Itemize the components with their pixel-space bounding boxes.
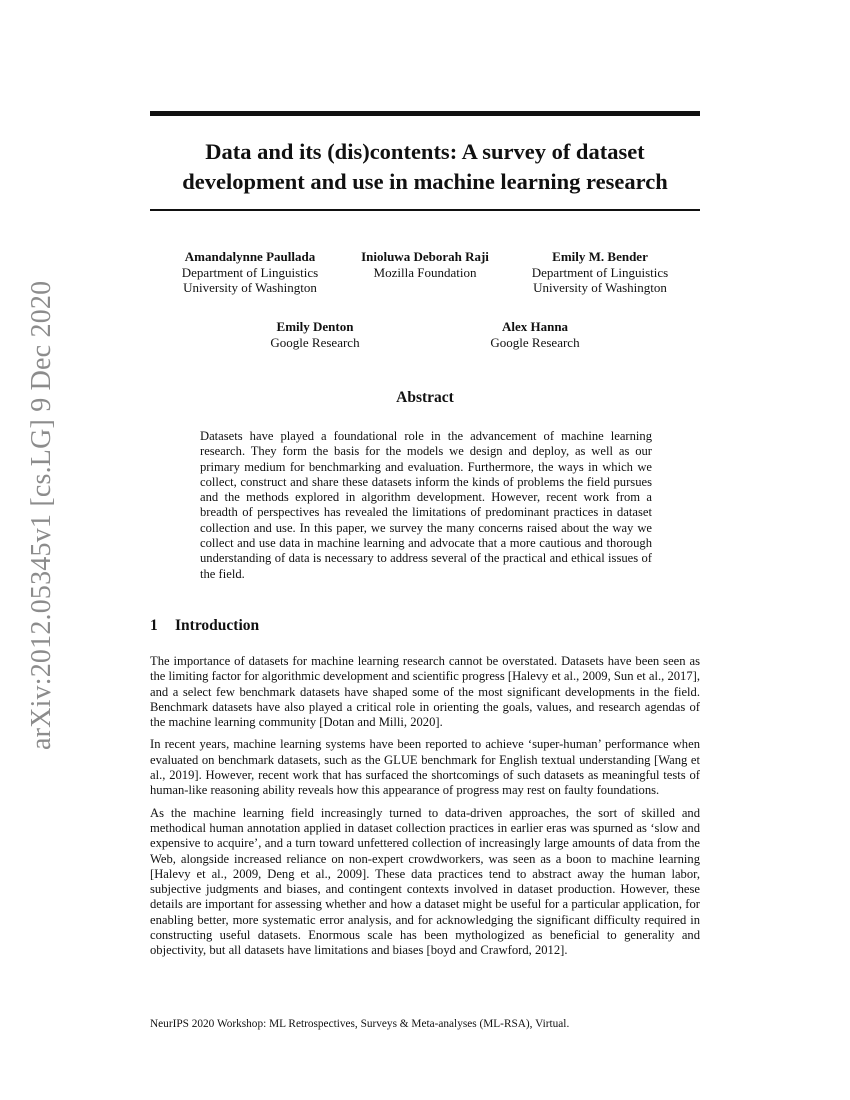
author-affiliation: Google Research	[490, 334, 580, 350]
paper-title	[150, 137, 700, 197]
author-block	[340, 249, 510, 280]
body-paragraph: The importance of datasets for machine learning research cannot be overstated. Datasets have been seen as the limiting factor for algorithmic development and scientific progress [Halevy et al., 2009, Sun et al., 2017], and a select few benchmark datasets have shaped some of the most significant developments in the field. Benchmark datasets have also played a critical role in orienting the goals, values, and research agendas of the machine learning community [Dotan and Milli, 2020].	[150, 654, 700, 730]
author-name: Inioluwa Deborah Raji	[361, 249, 489, 264]
title-bottom-rule	[150, 209, 700, 211]
author-name: Amandalynne Paullada	[184, 249, 316, 264]
author-name: Alex Hanna	[501, 319, 569, 334]
author-affiliation: Mozilla Foundation	[373, 264, 477, 280]
author-affiliation: Department of Linguistics	[181, 264, 319, 280]
title-top-rule	[150, 111, 700, 116]
body-paragraph: In recent years, machine learning systems have been reported to achieve ‘super-human’ performance when evaluated on benchmark datasets, such as the GLUE benchmark for English textual understanding [Wang et al., 2019]. However, recent work that has surfaced the shortcomings of such datasets as meaningful tests of human-like reasoning ability reveals how this appearance of progress may rest on faulty foundations.	[150, 737, 700, 798]
author-block	[460, 319, 610, 350]
author-block	[510, 249, 690, 296]
author-affiliation: Department of Linguistics	[531, 264, 669, 280]
title-line-1: Data and its (dis)contents: A survey of dataset	[205, 139, 645, 164]
author-block	[240, 319, 390, 350]
section-heading	[150, 616, 700, 636]
section-title: Introduction	[175, 617, 260, 634]
author-affiliation: University of Washington	[533, 280, 667, 295]
author-name: Emily Denton	[276, 319, 354, 334]
author-name: Emily M. Bender	[552, 249, 648, 264]
author-affiliation: Google Research	[270, 334, 360, 350]
abstract-heading: Abstract	[396, 389, 454, 406]
author-affiliation: University of Washington	[183, 280, 317, 295]
body-paragraph: As the machine learning field increasingly turned to data-driven approaches, the sort of skilled and methodical human annotation applied in dataset collection practices in earlier eras was spurned as ‘slow and expensive to acquire’, and a turn toward unfettered collection of increasingly large amounts of data from the Web, alongside increased reliance on non-expert crowdworkers, was seen as a boon to machine learning [Halevy et al., 2009, Deng et al., 2009]. These data practices tend to abstract away the human labor, subjective judgments and biases, and contingent contexts involved in dataset production. However, these details are important for assessing whether and how a dataset might be useful for a particular application, for enabling better, more systematic error analysis, and for acknowledging the significant difficulty required in constructing useful datasets. Enormous scale has been mythologized as beneficial to generality and objectivity, but all datasets have limitations and biases [boyd and Crawford, 2012].	[150, 805, 700, 958]
section-number: 1	[150, 617, 158, 634]
section-body	[150, 654, 700, 966]
abstract-text: Datasets have played a foundational role in the advancement of machine learning research. They form the basis for the models we design and deploy, as well as our primary medium for benchmarking and evaluation. Furthermore, the ways in which we collect, construct and share these datasets inform the kinds of problems the field pursues and the methods explored in algorithm development. However, recent work from a breadth of perspectives has revealed the limitations of predominant practices in dataset collection and use. In this paper, we survey the many concerns raised about the way we collect and use data in machine learning and advocate that a more cautious and thorough understanding of data is necessary to address several of the practical and ethical issues of the field.	[200, 429, 652, 581]
author-block	[160, 249, 340, 296]
title-line-2: development and use in machine learning research	[182, 169, 668, 194]
venue-footer: NeurIPS 2020 Workshop: ML Retrospectives, Surveys & Meta-analyses (ML-RSA), Virtual.	[150, 1018, 570, 1030]
arxiv-identifier: arXiv:2012.05345v1 [cs.LG] 9 Dec 2020	[26, 280, 57, 750]
